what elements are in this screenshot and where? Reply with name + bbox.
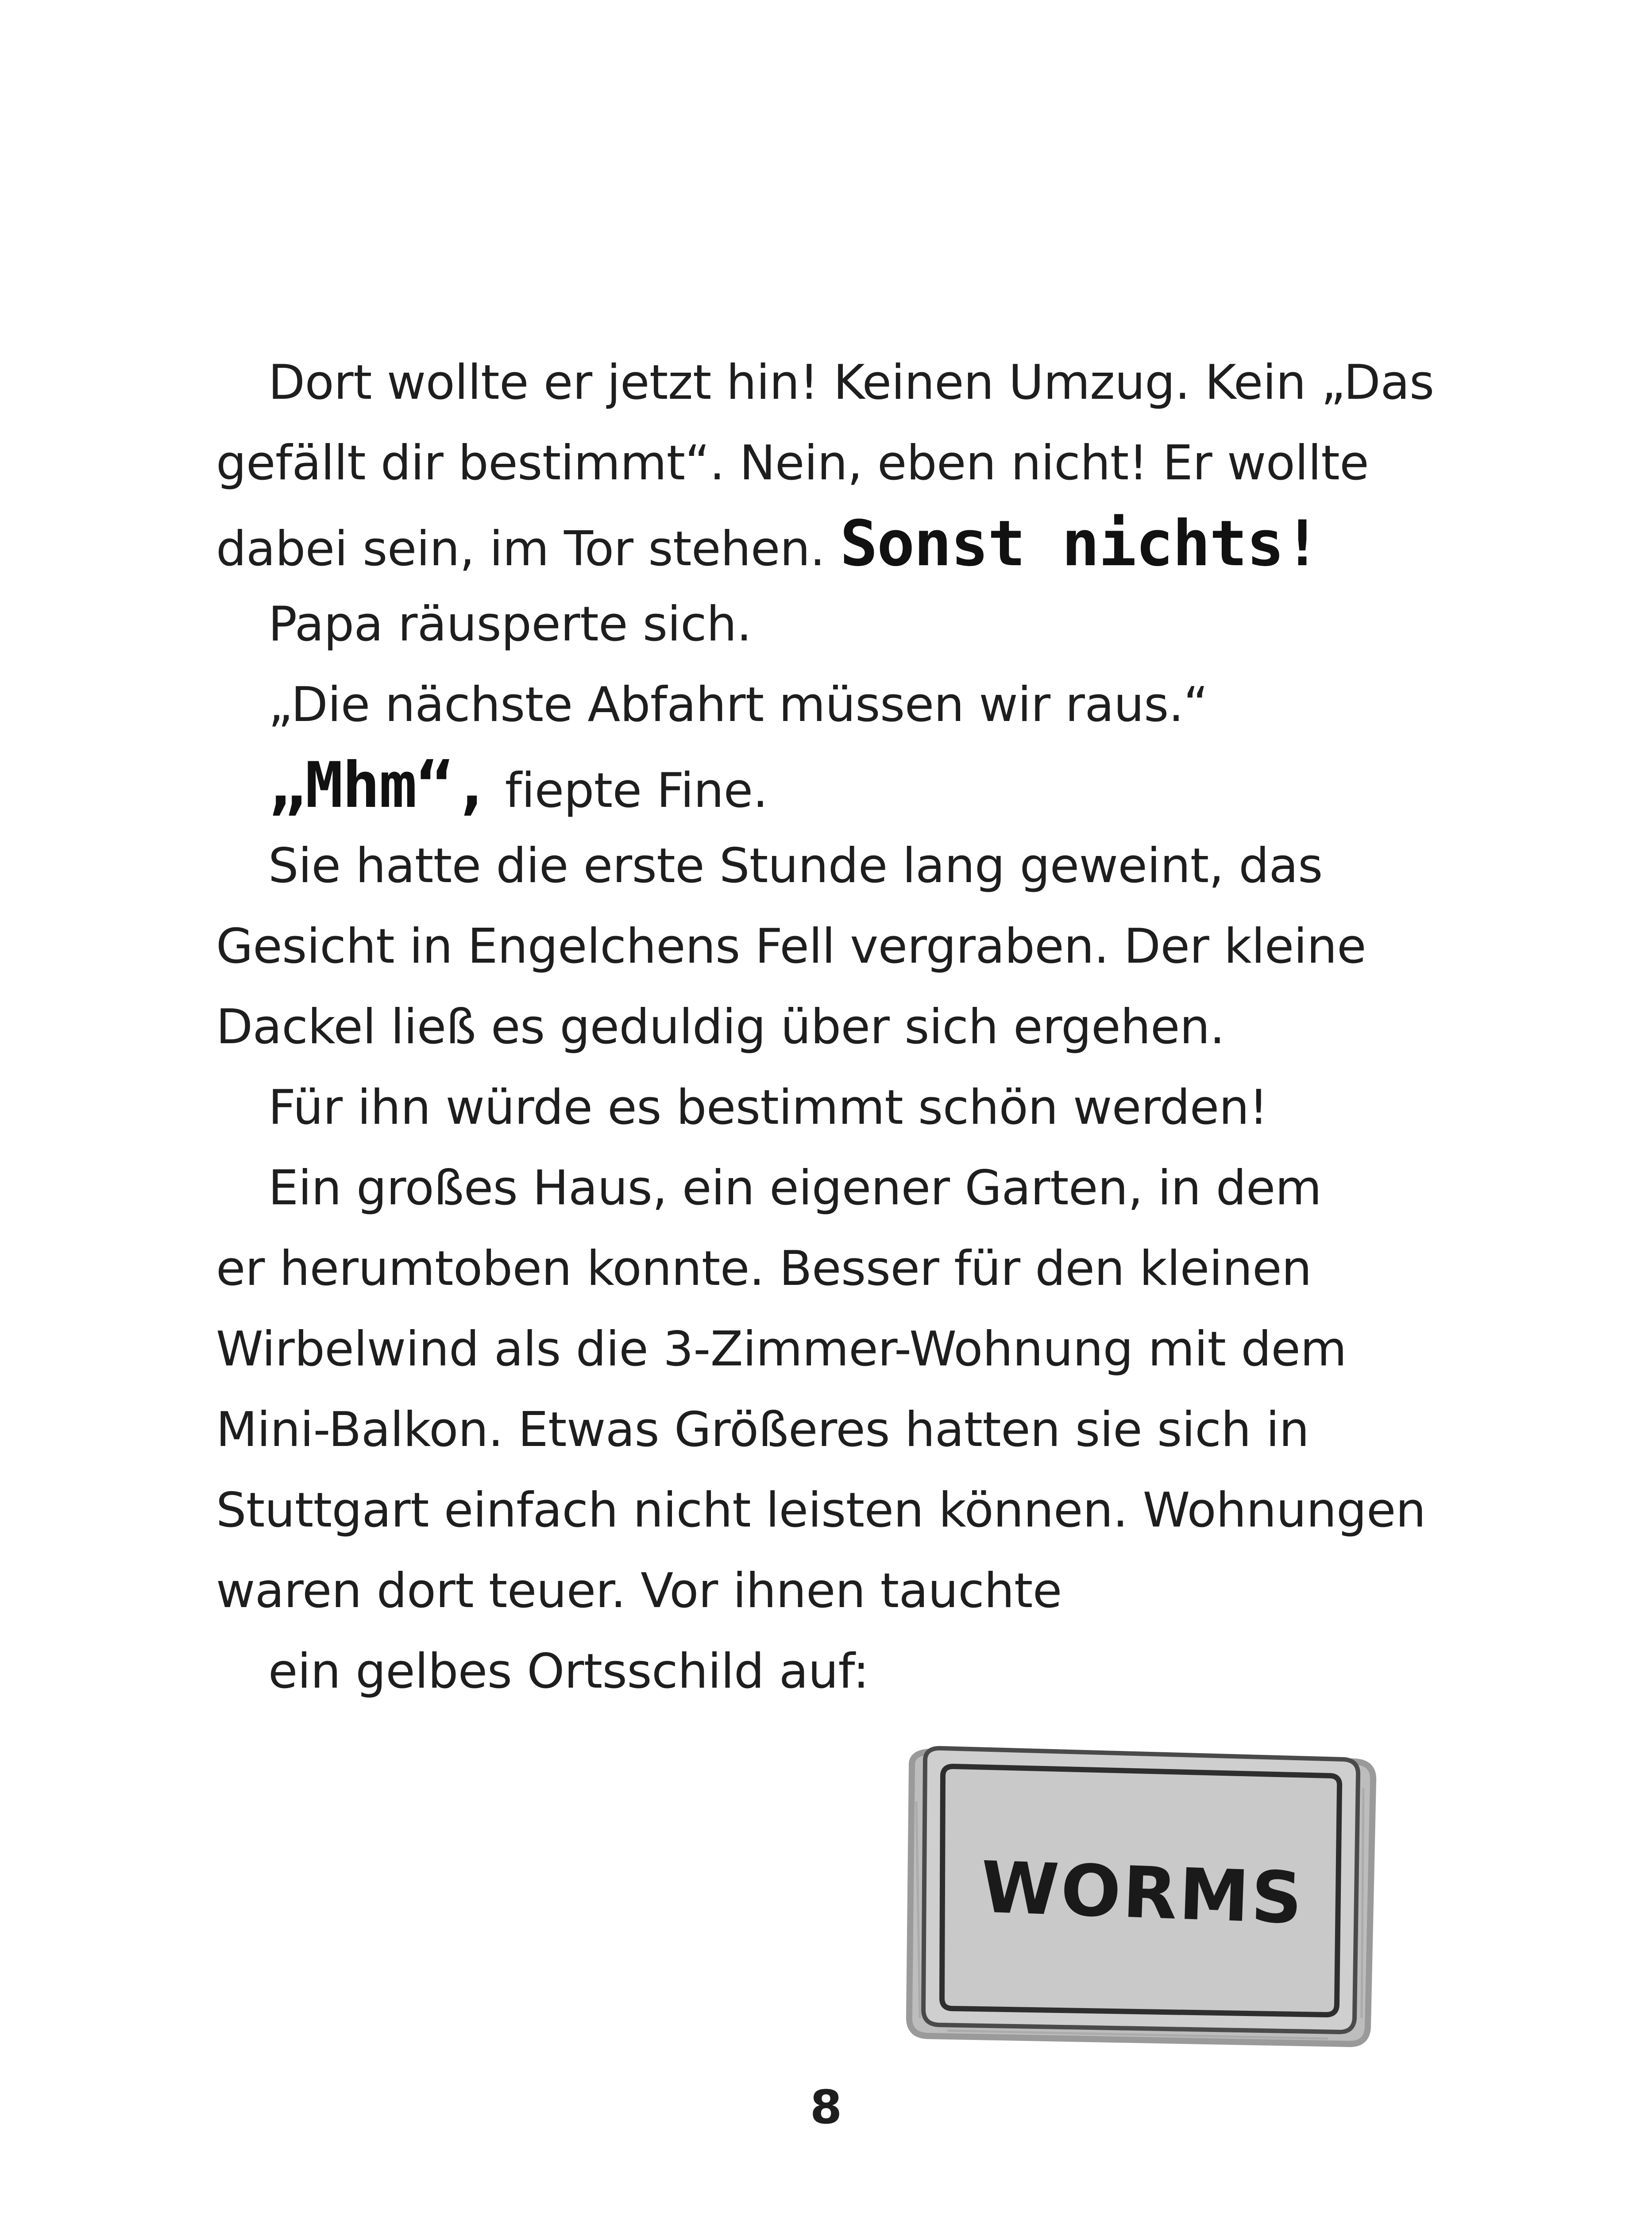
text-line-8 (216, 914, 1366, 980)
line-3-text: dabei sein, im Tor stehen. (216, 521, 840, 577)
text-line-5 (268, 672, 1208, 738)
text-line-13 (216, 1316, 1347, 1383)
page-number: 8 (810, 2080, 842, 2134)
line-16-text: waren dort teuer. Vor ihnen tauchte (216, 1563, 1062, 1619)
sign-label: WORMS (979, 1846, 1305, 1940)
text-line-2 (216, 430, 1369, 497)
text-line-4 (268, 591, 752, 658)
text-line-11 (268, 1155, 1322, 1222)
handwritten-emphasis-sonst-nichts: Sonst nichts! (840, 507, 1320, 580)
line-14-text: Mini-Balkon. Etwas Größeres hatten sie sich in (216, 1402, 1309, 1457)
town-sign-graphic (894, 1735, 1390, 2054)
line-9-text: Dackel ließ es geduldig über sich ergehen. (216, 999, 1225, 1055)
text-line-6 (268, 749, 768, 822)
line-12-text: er herumtoben konnte. Besser für den kleinen (216, 1241, 1312, 1296)
line-8-text: Gesicht in Engelchens Fell vergraben. Der kleine (216, 919, 1366, 974)
line-17-text: ein gelbes Ortsschild auf: (268, 1644, 869, 1699)
line-4-text: Papa räusperte sich. (268, 597, 752, 652)
text-line-12 (216, 1236, 1312, 1302)
text-line-7 (268, 833, 1323, 899)
line-1-text: Dort wollte er jetzt hin! Keinen Umzug. Kein „Das (268, 355, 1434, 410)
town-sign-illustration (894, 1735, 1390, 2054)
text-line-16 (216, 1558, 1062, 1624)
line-15-text: Stuttgart einfach nicht leisten können. Wohnungen (216, 1483, 1426, 1538)
text-line-15 (216, 1477, 1426, 1544)
text-line-17 (268, 1639, 869, 1705)
text-line-10 (268, 1075, 1268, 1141)
line-5-text: „Die nächste Abfahrt müssen wir raus.“ (268, 677, 1208, 733)
text-line-14 (216, 1397, 1309, 1463)
line-2-text: gefällt dir bestimmt“. Nein, eben nicht! Er wollte (216, 436, 1369, 491)
text-line-3 (216, 507, 1320, 580)
handwritten-emphasis-mhm: „Mhm“, (268, 749, 490, 822)
line-11-text: Ein großes Haus, ein eigener Garten, in dem (268, 1160, 1322, 1216)
line-13-text: Wirbelwind als die 3-Zimmer-Wohnung mit dem (216, 1322, 1347, 1377)
text-line-9 (216, 994, 1225, 1060)
text-line-1 (268, 350, 1434, 416)
line-7-text: Sie hatte die erste Stunde lang geweint, das (268, 838, 1323, 894)
line-6-text: fiepte Fine. (490, 763, 768, 818)
line-10-text: Für ihn würde es bestimmt schön werden! (268, 1080, 1268, 1135)
